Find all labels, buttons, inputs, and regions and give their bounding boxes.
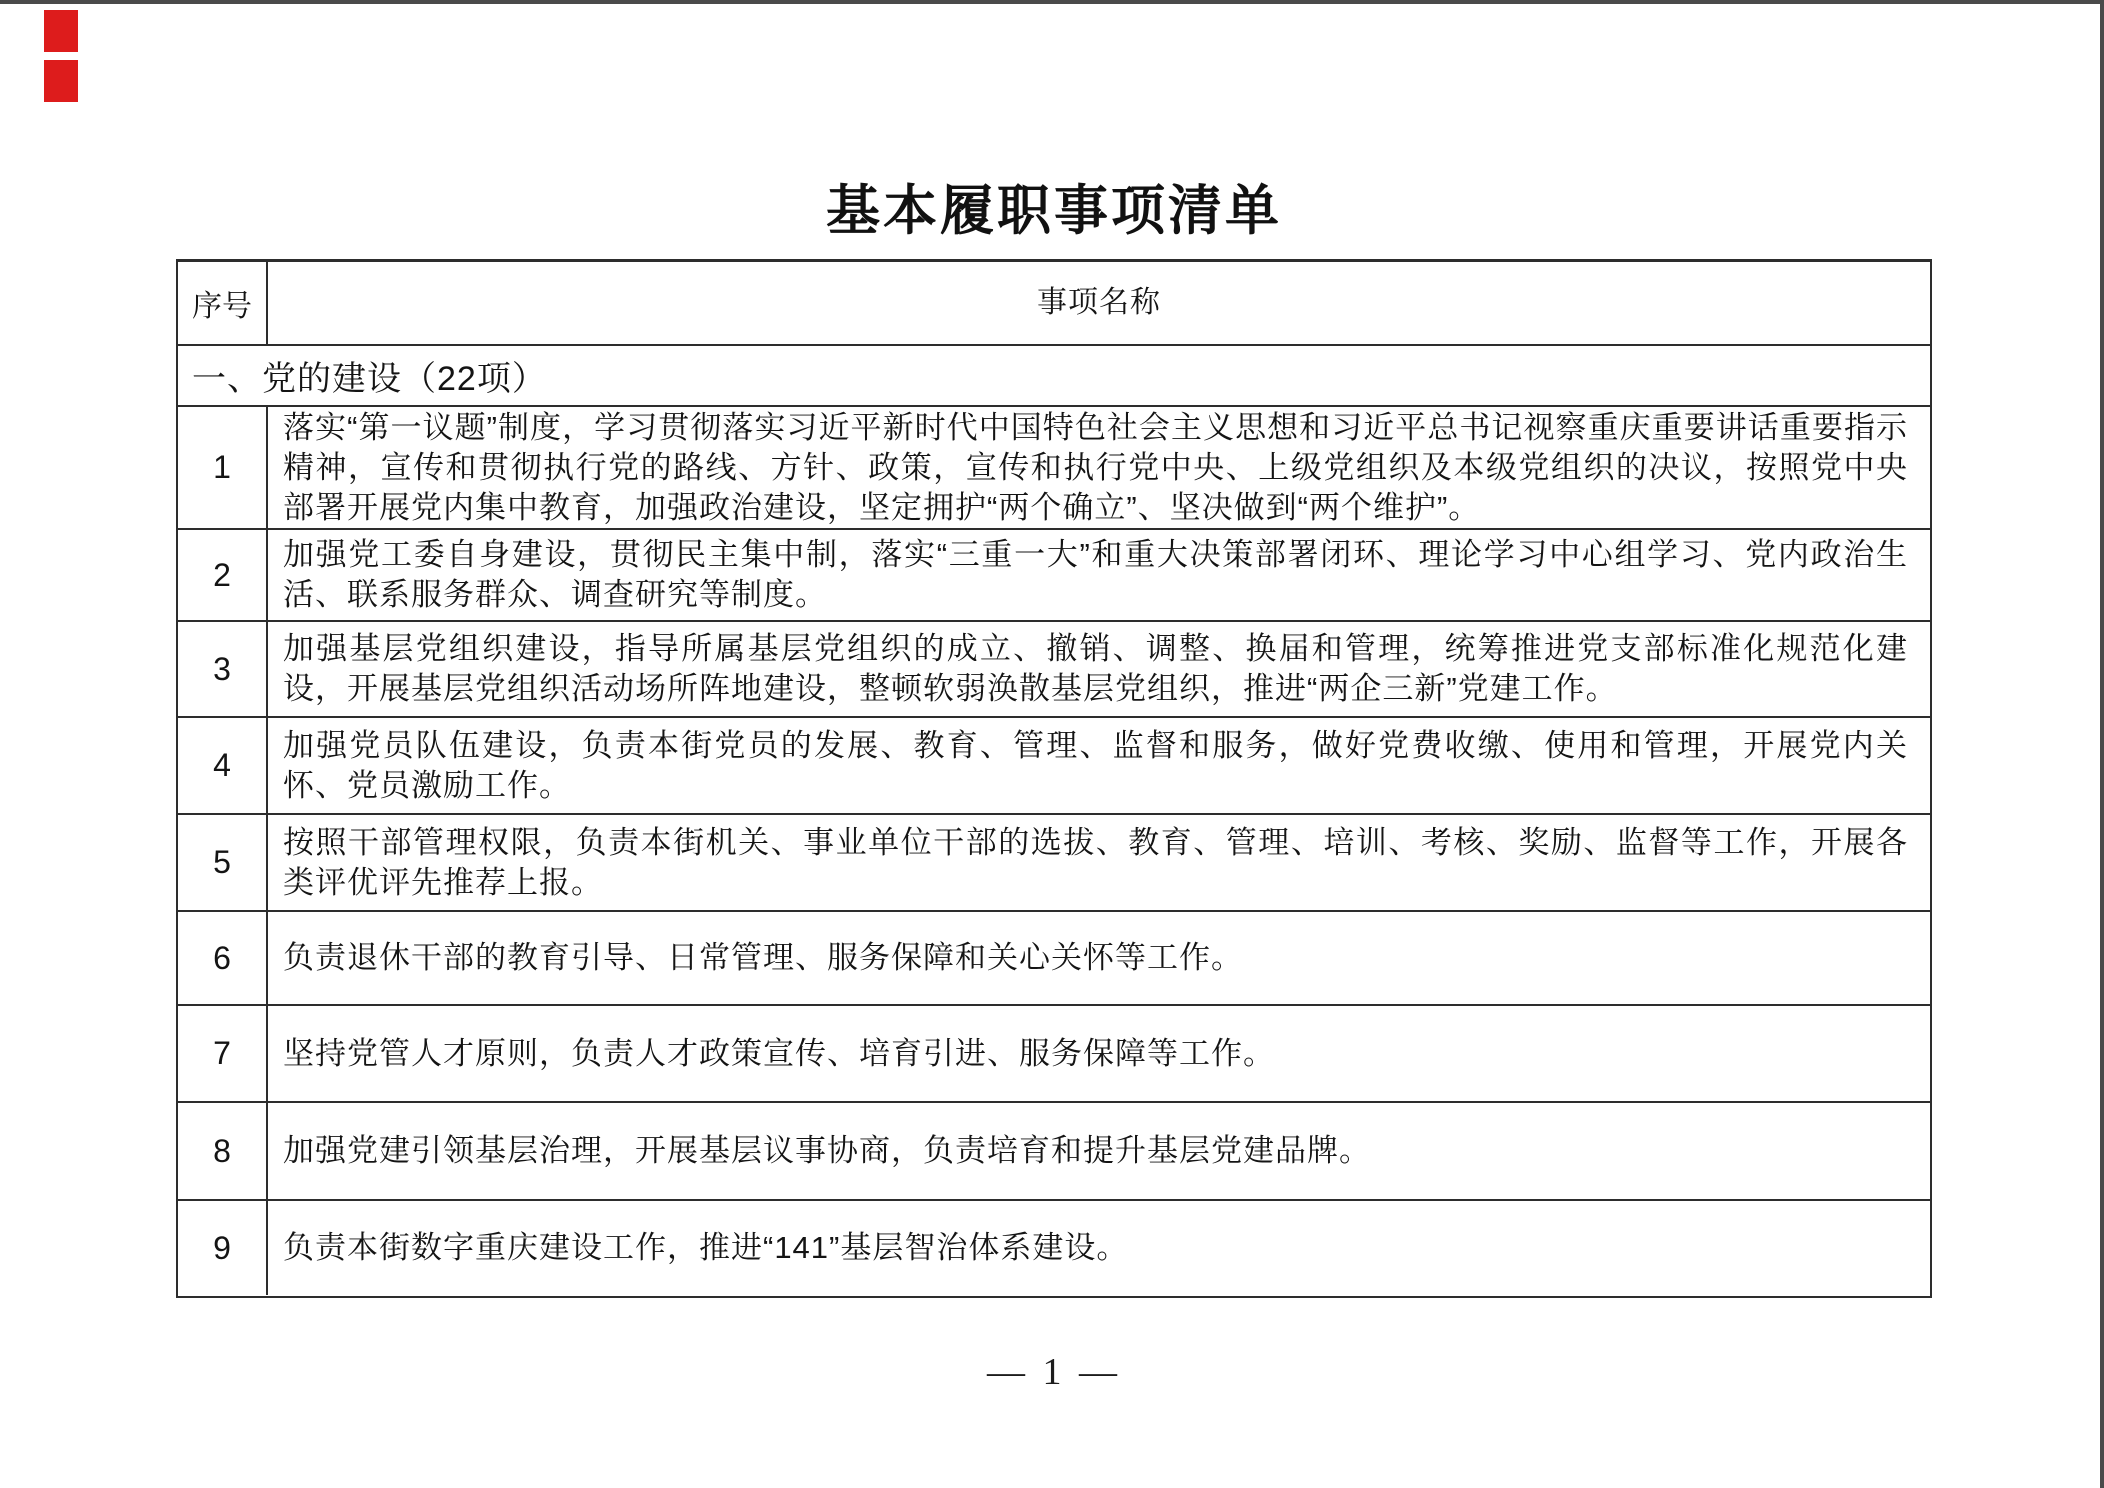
row-item-text: 坚持党管人才原则，负责人才政策宣传、培育引进、服务保障等工作。: [283, 1035, 1275, 1071]
row-item-text: 加强党员队伍建设，负责本街党员的发展、教育、管理、监督和服务，做好党费收缴、使用和管理，开展党内关怀、党员激励工作。: [283, 727, 1908, 803]
row-number-cell: 3: [178, 622, 268, 716]
row-number-cell: 7: [178, 1006, 268, 1101]
section-title: 一、党的建设（22项）: [192, 360, 547, 398]
section-row: [178, 346, 1930, 407]
header-name-label: 事项名称: [1037, 286, 1161, 319]
row-number-cell: 9: [178, 1201, 268, 1295]
row-number-cell: 5: [178, 815, 268, 910]
table-row: [178, 1006, 1930, 1103]
table-row: [178, 912, 1930, 1006]
row-number-cell: 2: [178, 530, 268, 620]
row-item-text: 加强党建引领基层治理，开展基层议事协商，负责培育和提升基层党建品牌。: [283, 1133, 1371, 1168]
row-item-text: 落实“第一议题”制度，学习贯彻落实习近平新时代中国特色社会主义思想和习近平总书记视察重庆重要讲话重要指示精神，宣传和贯彻执行党的路线、方针、政策，宣传和执行党中央、上级党组织及本级党组织的决议，按照党中央部署开展党内集中教育，加强政治建设，坚定拥护“两个确立”、坚决做到“两个维护”。: [283, 409, 1908, 525]
red-artifact-mark-bottom: [44, 60, 78, 102]
red-artifact-mark-top: [44, 10, 78, 52]
header-cell-number: 序号: [178, 262, 268, 344]
row-number-cell: 6: [178, 912, 268, 1004]
page-right-edge-line: [2100, 0, 2104, 1488]
row-item-text: 负责本街数字重庆建设工作，推进“141”基层智治体系建设。: [283, 1230, 1129, 1265]
table-row: [178, 622, 1930, 718]
row-item-text: 加强基层党组织建设，指导所属基层党组织的成立、撤销、调整、换届和管理，统筹推进党支部标准化规范化建设，开展基层党组织活动场所阵地建设，整顿软弱涣散基层党组织，推进“两企三新”党建工作。: [283, 631, 1908, 706]
row-item-text: 负责退休干部的教育引导、日常管理、服务保障和关心关怀等工作。: [283, 940, 1243, 975]
row-number-cell: 8: [178, 1103, 268, 1199]
row-item-text: 加强党工委自身建设，贯彻民主集中制，落实“三重一大”和重大决策部署闭环、理论学习中心组学习、党内政治生活、联系服务群众、调查研究等制度。: [283, 537, 1908, 612]
table-header-row: [178, 262, 1930, 346]
table-row: [178, 530, 1930, 622]
page-number: — 1 —: [987, 1351, 1121, 1393]
table-row: [178, 815, 1930, 912]
row-number-cell: 1: [178, 407, 268, 528]
table-row: [178, 1201, 1930, 1295]
duty-items-table: [176, 259, 1932, 1298]
table-row: [178, 407, 1930, 530]
page-title: 基本履职事项清单: [826, 181, 1282, 241]
row-item-text: 按照干部管理权限，负责本街机关、事业单位干部的选拔、教育、管理、培训、考核、奖励、监督等工作，开展各类评优评先推荐上报。: [283, 824, 1908, 900]
table-row: [178, 718, 1930, 815]
page-top-edge-line: [0, 0, 2104, 4]
table-row: [178, 1103, 1930, 1201]
row-number-cell: 4: [178, 718, 268, 813]
header-cell-name: [268, 262, 1930, 344]
